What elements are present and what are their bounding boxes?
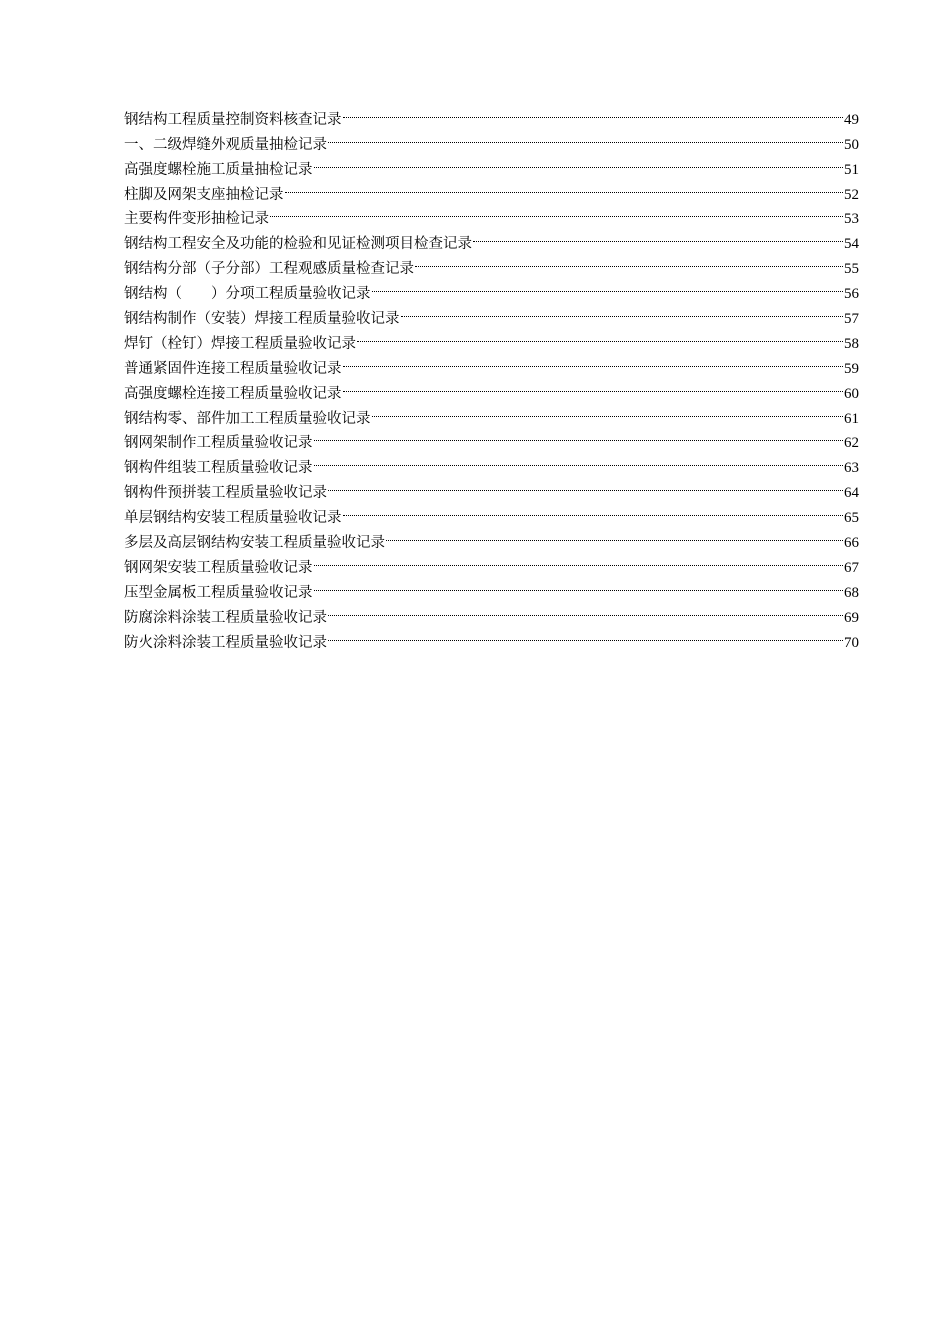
toc-entry-page-number: 56: [844, 286, 859, 303]
toc-entry-title: 钢结构制作（安装）焊接工程质量验收记录: [124, 311, 400, 328]
toc-entry-title: 钢结构工程质量控制资料核查记录: [124, 111, 342, 128]
toc-entry-page-number: 69: [844, 609, 859, 626]
toc-entry-title: 钢结构工程安全及功能的检验和见证检测项目检查记录: [124, 236, 472, 253]
toc-dot-leader: [386, 522, 843, 547]
toc-dot-leader: [343, 497, 844, 522]
toc-dot-leader: [328, 472, 843, 497]
toc-entry-title: 一、二级焊缝外观质量抽检记录: [124, 136, 327, 153]
toc-entry-page-number: 53: [844, 211, 859, 228]
toc-entry-title: 柱脚及网架支座抽检记录: [124, 186, 284, 203]
toc-entry-title: 钢结构零、部件加工工程质量验收记录: [124, 410, 371, 427]
toc-entry-title: 防腐涂料涂装工程质量验收记录: [124, 609, 327, 626]
toc-dot-leader: [415, 248, 843, 273]
toc-dot-leader: [343, 99, 844, 124]
toc-entry-page-number: 57: [844, 311, 859, 328]
toc-dot-leader: [314, 447, 844, 472]
toc-entry-title: 钢构件组装工程质量验收记录: [124, 460, 313, 477]
toc-dot-leader: [314, 149, 844, 174]
toc-entry-page-number: 54: [844, 236, 859, 253]
toc-dot-leader: [343, 348, 844, 373]
toc-entry-title: 钢网架安装工程质量验收记录: [124, 559, 313, 576]
toc-dot-leader: [285, 174, 844, 199]
toc-entry[interactable]: [124, 99, 859, 128]
toc-dot-leader: [372, 398, 844, 423]
toc-entry-page-number: 65: [844, 510, 859, 527]
toc-entry-page-number: 67: [844, 559, 859, 576]
toc-entry-title: 焊钉（栓钉）焊接工程质量验收记录: [124, 335, 356, 352]
toc-entry-page-number: 58: [844, 335, 859, 352]
toc-entry-page-number: 68: [844, 584, 859, 601]
toc-entry-title: 钢构件预拼装工程质量验收记录: [124, 485, 327, 502]
toc-dot-leader: [328, 622, 843, 647]
toc-dot-leader: [314, 572, 844, 597]
toc-dot-leader: [328, 597, 843, 622]
toc-entry-page-number: 63: [844, 460, 859, 477]
toc-dot-leader: [401, 298, 844, 323]
toc-entry-title: 高强度螺栓施工质量抽检记录: [124, 161, 313, 178]
toc-entry-page-number: 64: [844, 485, 859, 502]
toc-entry-page-number: 62: [844, 435, 859, 452]
toc-entry-page-number: 70: [844, 634, 859, 651]
toc-entry-page-number: 50: [844, 136, 859, 153]
toc-dot-leader: [270, 199, 843, 224]
toc-entry-title: 主要构件变形抽检记录: [124, 211, 269, 228]
toc-entry-title: 压型金属板工程质量验收记录: [124, 584, 313, 601]
table-of-contents: [124, 99, 859, 651]
toc-entry-title: 防火涂料涂装工程质量验收记录: [124, 634, 327, 651]
toc-entry-page-number: 55: [844, 261, 859, 278]
toc-entry-title: 普通紧固件连接工程质量验收记录: [124, 360, 342, 377]
toc-entry-title: 高强度螺栓连接工程质量验收记录: [124, 385, 342, 402]
toc-entry-page-number: 52: [844, 186, 859, 203]
toc-dot-leader: [343, 373, 844, 398]
toc-dot-leader: [328, 124, 843, 149]
toc-entry-title: 多层及高层钢结构安装工程质量验收记录: [124, 535, 385, 552]
toc-entry-page-number: 66: [844, 535, 859, 552]
toc-entry-page-number: 49: [844, 111, 859, 128]
toc-entry-page-number: 59: [844, 360, 859, 377]
toc-dot-leader: [372, 273, 844, 298]
toc-entry-page-number: 61: [844, 410, 859, 427]
toc-dot-leader: [314, 423, 844, 448]
toc-entry-title: 钢结构分部（子分部）工程观感质量检查记录: [124, 261, 414, 278]
toc-entry-title: 钢结构（ ）分项工程质量验收记录: [124, 286, 371, 303]
toc-entry-title: 单层钢结构安装工程质量验收记录: [124, 510, 342, 527]
toc-dot-leader: [314, 547, 844, 572]
toc-entry-page-number: 60: [844, 385, 859, 402]
toc-dot-leader: [357, 323, 843, 348]
toc-entry-title: 钢网架制作工程质量验收记录: [124, 435, 313, 452]
toc-dot-leader: [473, 223, 843, 248]
toc-entry-page-number: 51: [844, 161, 859, 178]
